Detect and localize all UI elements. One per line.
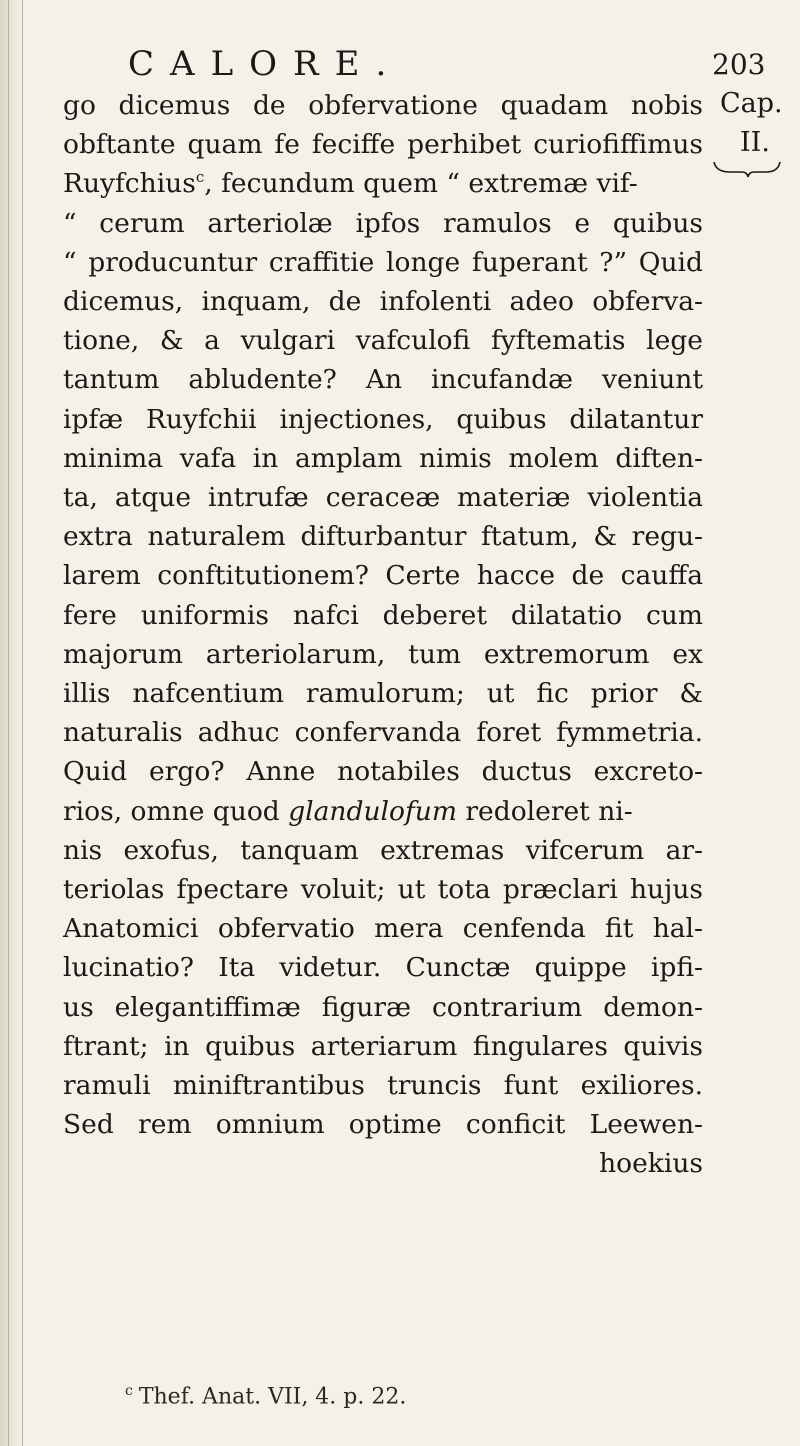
text-line: fere uniformis nafci deberet dilatatio cum (63, 599, 703, 631)
text-line: ta, atque intrufæ ceraceæ materiæ violentia (63, 482, 703, 514)
text-line: Anatomici obfervatio mera cenfenda fit hal- (63, 913, 703, 945)
text-fragment: rios, omne quod (63, 795, 280, 827)
text-line: dicemus, inquam, de infolenti adeo obferva- (63, 286, 703, 318)
text-line: “ cerum arteriolæ ipfos ramulos e quibus (63, 207, 703, 239)
text-line: tione, & a vulgari vafculofi fyftematis lege (63, 325, 703, 357)
text-line: illis nafcentium ramulorum; ut fic prior & (63, 678, 703, 710)
page-edge-line (8, 0, 9, 1446)
page-binding-edge (0, 0, 24, 1446)
text-line: ramuli miniftrantibus truncis funt exiliores. (63, 1070, 703, 1102)
text-fragment: , fecundum quem “ extremæ vif- (204, 168, 638, 200)
text-line: naturalis adhuc confervanda foret fymmetria. (63, 717, 703, 749)
body-text (63, 86, 703, 1184)
text-line: minima vafa in amplam nimis molem diften- (63, 442, 703, 474)
margin-chapter-label: Cap. (720, 88, 783, 119)
margin-brace-icon (712, 160, 782, 178)
text-line: ftrant; in quibus arteriarum fingulares quivis (63, 1030, 703, 1062)
text-line: ipfæ Ruyfchii injectiones, quibus dilatantur (63, 403, 703, 435)
text-line: nis exofus, tanquam extremas vifcerum ar- (63, 834, 703, 866)
text-line: teriolas fpectare voluit; ut tota præclari hujus (63, 874, 703, 906)
text-line: extra naturalem difturbantur ftatum, & regu- (63, 521, 703, 553)
text-line: go dicemus de obfervatione quadam nobis (63, 90, 703, 121)
catchword: hoekius (599, 1148, 703, 1180)
text-line: obftante quam fe feciffe perhibet curiofiffimus (63, 129, 703, 161)
footnote-mark: c (125, 1383, 133, 1399)
text-line: majorum arteriolarum, tum extremorum ex (63, 638, 703, 670)
footnote (125, 1383, 406, 1409)
text-fragment: redoleret ni- (456, 795, 633, 827)
italic-word: glandulofum (288, 795, 457, 827)
running-title: CALORE. (128, 44, 403, 84)
footnote-reference: c (195, 168, 205, 187)
text-line: Quid ergo? Anne notabiles ductus excreto- (63, 756, 703, 788)
footnote-text: Thef. Anat. VII, 4. p. 22. (138, 1384, 407, 1410)
page-edge-line (22, 0, 23, 1446)
text-line: larem conftitutionem? Certe hacce de cauffa (63, 560, 703, 592)
text-line: Sed rem omnium optime conficit Leewen- (63, 1109, 703, 1141)
text-fragment: Ruyfchius (63, 168, 196, 200)
margin-chapter-number: II. (740, 127, 770, 158)
text-line (63, 164, 703, 203)
page-number: 203 (712, 48, 766, 81)
text-line: lucinatio? Ita videtur. Cunctæ quippe ipfi- (63, 952, 703, 984)
text-line: us elegantiffimæ figuræ contrarium demon- (63, 991, 703, 1023)
text-line (63, 792, 703, 831)
text-line: “ producuntur craffitie longe fuperant ?” Quid (63, 246, 703, 278)
text-line: tantum abludente? An incufandæ veniunt (63, 364, 703, 396)
